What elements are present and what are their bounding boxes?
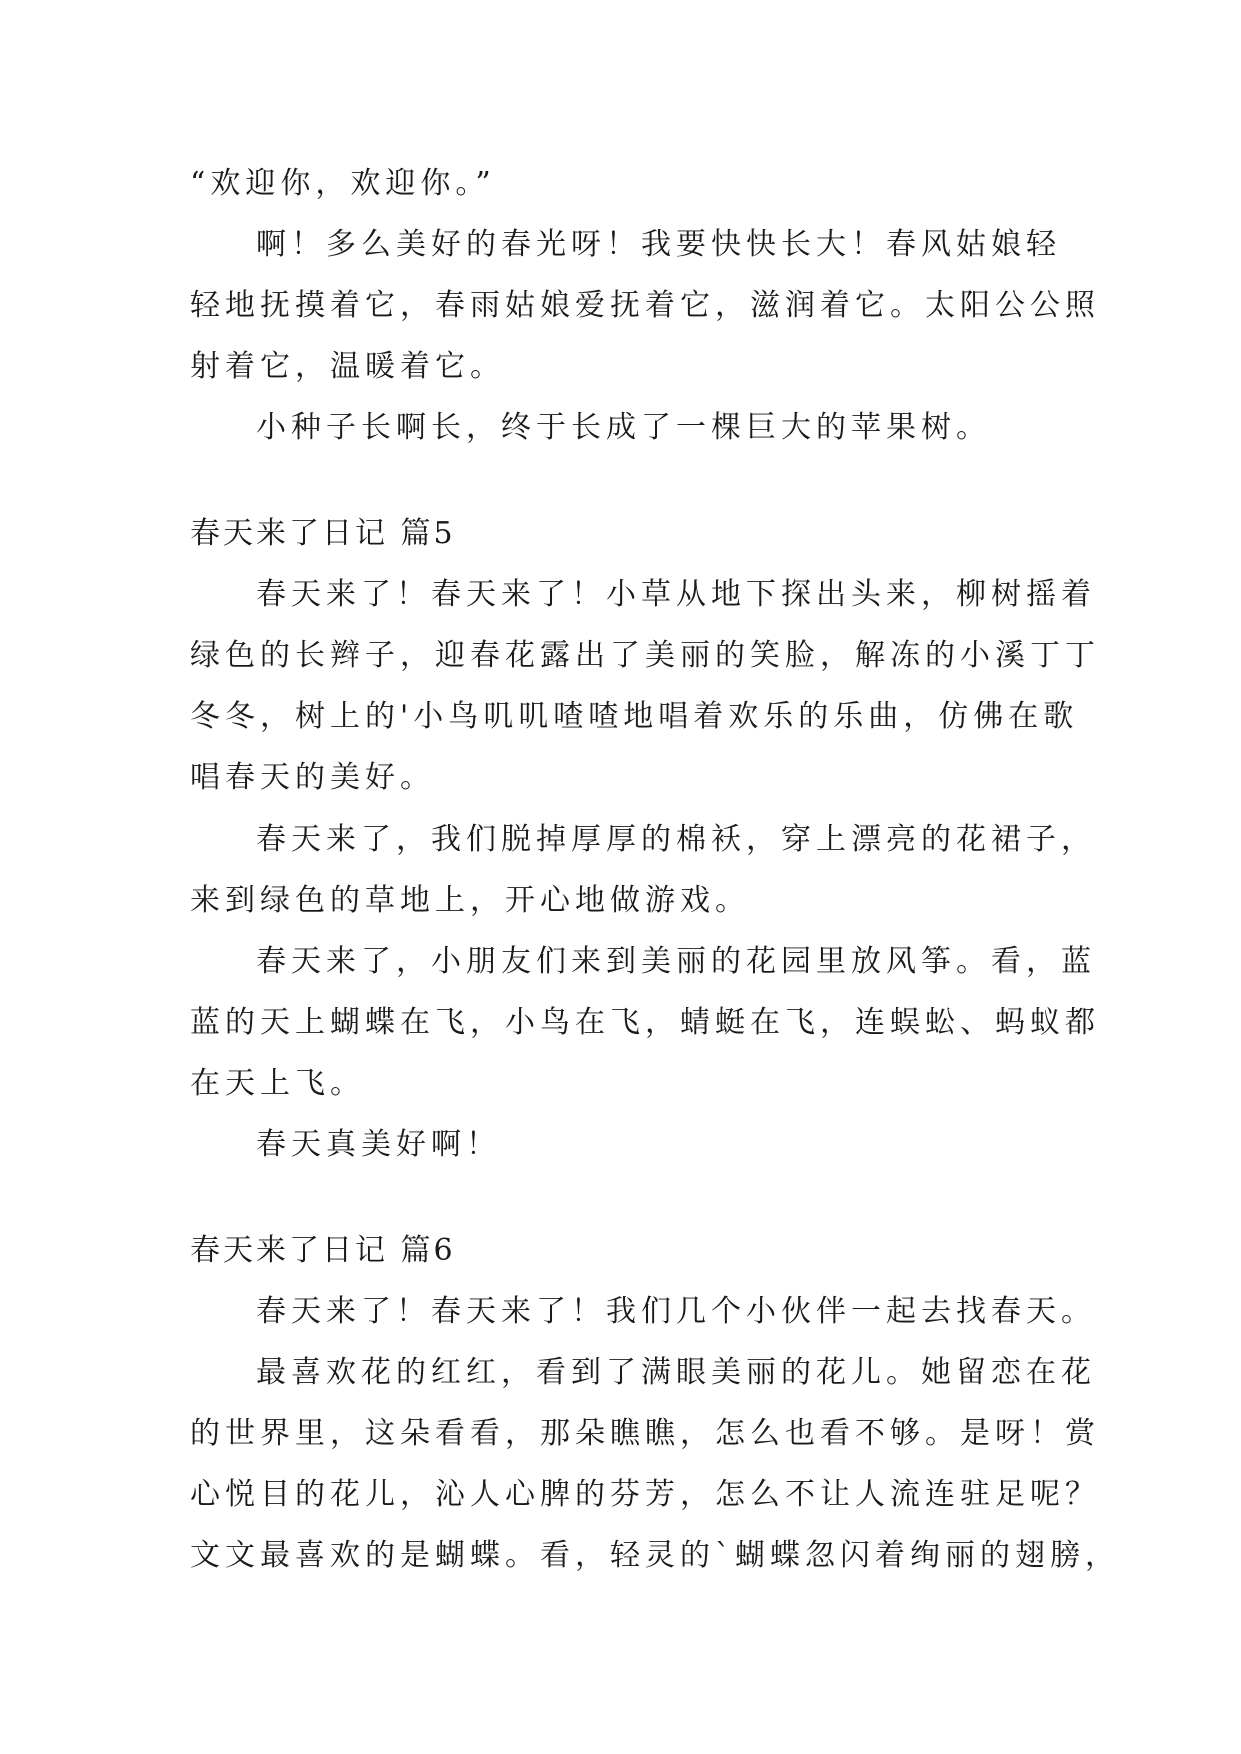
paragraph-line: 春天来了！春天来了！我们几个小伙伴一起去找春天。 — [256, 1294, 1096, 1329]
paragraph-line: 春天真美好啊！ — [256, 1127, 501, 1162]
paragraph-line: 心悦目的花儿，沁人心脾的芬芳，怎么不让人流连驻足呢？ — [190, 1477, 1100, 1512]
paragraph-line: 小种子长啊长，终于长成了一棵巨大的苹果树。 — [256, 410, 991, 445]
paragraph-line: 轻地抚摸着它，春雨姑娘爱抚着它，滋润着它。太阳公公照 — [190, 288, 1100, 323]
paragraph-line: 的世界里，这朵看看，那朵瞧瞧，怎么也看不够。是呀！赏 — [190, 1416, 1100, 1451]
paragraph-line: 绿色的长辫子，迎春花露出了美丽的笑脸，解冻的小溪丁丁 — [190, 638, 1100, 673]
paragraph-line: 唱春天的美好。 — [190, 760, 435, 795]
section-heading: 春天来了日记 篇5 — [190, 516, 456, 551]
paragraph-line: 春天来了，我们脱掉厚厚的棉袄，穿上漂亮的花裙子， — [256, 822, 1096, 857]
paragraph-line: 最喜欢花的红红，看到了满眼美丽的花儿。她留恋在花 — [256, 1355, 1096, 1390]
paragraph-line: 在天上飞。 — [190, 1066, 365, 1101]
paragraph-line: 冬冬，树上的'小鸟叽叽喳喳地唱着欢乐的乐曲，仿佛在歌 — [190, 699, 1079, 734]
paragraph-line: 春天来了！春天来了！小草从地下探出头来，柳树摇着 — [256, 577, 1096, 612]
section-heading: 春天来了日记 篇6 — [190, 1233, 456, 1268]
paragraph-line: 射着它，温暖着它。 — [190, 349, 505, 384]
paragraph-line: 来到绿色的草地上，开心地做游戏。 — [190, 883, 750, 918]
paragraph-line: 啊！多么美好的春光呀！我要快快长大！春风姑娘轻 — [256, 227, 1061, 262]
paragraph-line: 蓝的天上蝴蝶在飞，小鸟在飞，蜻蜓在飞，连蜈蚣、蚂蚁都 — [190, 1005, 1100, 1040]
paragraph-line: 春天来了，小朋友们来到美丽的花园里放风筝。看，蓝 — [256, 944, 1096, 979]
paragraph-line: “欢迎你，欢迎你。” — [190, 166, 496, 201]
paragraph-line: 文文最喜欢的是蝴蝶。看，轻灵的`蝴蝶忽闪着绚丽的翅膀， — [190, 1538, 1120, 1573]
